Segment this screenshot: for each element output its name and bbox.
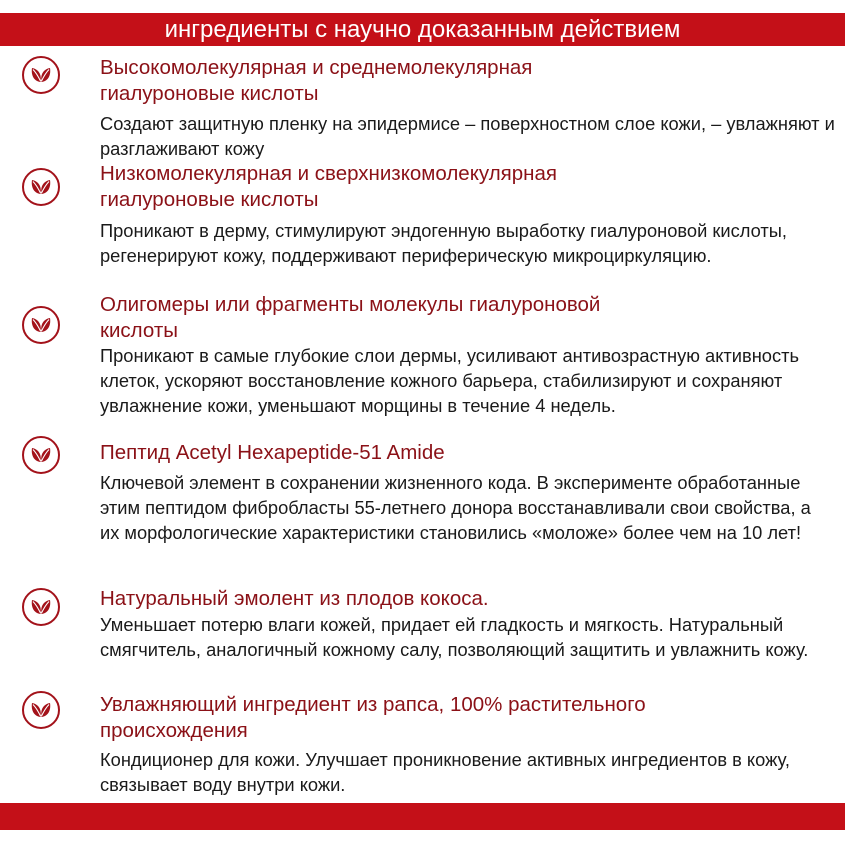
ingredient-heading: Низкомолекулярная и сверхнизкомолекулярная гиалуроновые кислоты bbox=[100, 162, 557, 211]
leaf-icon bbox=[22, 56, 60, 94]
ingredient-description: Создают защитную пленку на эпидермисе – поверхностном слое кожи, – увлажняют и разглаживают кожу bbox=[100, 113, 835, 159]
leaf-icon bbox=[22, 306, 60, 344]
ingredient-heading: Пептид Acetyl Hexapeptide-51 Amide bbox=[100, 441, 445, 464]
ingredient-heading: Олигомеры или фрагменты молекулы гиалуроновой кислоты bbox=[100, 293, 601, 342]
footer-bar bbox=[0, 803, 845, 830]
ingredient-description: Ключевой элемент в сохранении жизненного кода. В эксперименте обработанные этим пептидом фибробласты 55-летнего донора восстанавливали свои свойства, а их морфологические характеристики становились «моложе» более чем на 10 лет! bbox=[100, 472, 811, 543]
leaf-icon bbox=[22, 436, 60, 474]
ingredient-heading: Натуральный эмолент из плодов кокоса. bbox=[100, 587, 489, 610]
ingredient-description: Кондиционер для кожи. Улучшает проникновение активных ингредиентов в кожу, связывает воду внутри кожи. bbox=[100, 749, 790, 795]
ingredient-heading: Высокомолекулярная и среднемолекулярная гиалуроновые кислоты bbox=[100, 56, 533, 105]
leaf-icon bbox=[22, 691, 60, 729]
ingredient-heading: Увлажняющий ингредиент из рапса, 100% растительного происхождения bbox=[100, 693, 646, 742]
ingredient-description: Проникают в дерму, стимулируют эндогенную выработку гиалуроновой кислоты, регенерируют кожу, поддерживают периферическую микроциркуляцию. bbox=[100, 220, 787, 266]
banner-title: ингредиенты с научно доказанным действием bbox=[0, 13, 845, 46]
ingredient-description: Уменьшает потерю влаги кожей, придает ей гладкость и мягкость. Натуральный смягчитель, аналогичный кожному салу, позволяющий защитить и увлажнить кожу. bbox=[100, 614, 809, 660]
leaf-icon bbox=[22, 168, 60, 206]
ingredient-description: Проникают в самые глубокие слои дермы, усиливают антивозрастную активность клеток, ускоряют восстановление кожного барьера, стабилизируют и сохраняют увлажнение кожи, уменьшают морщины в течение 4 недель. bbox=[100, 345, 800, 416]
leaf-icon bbox=[22, 588, 60, 626]
